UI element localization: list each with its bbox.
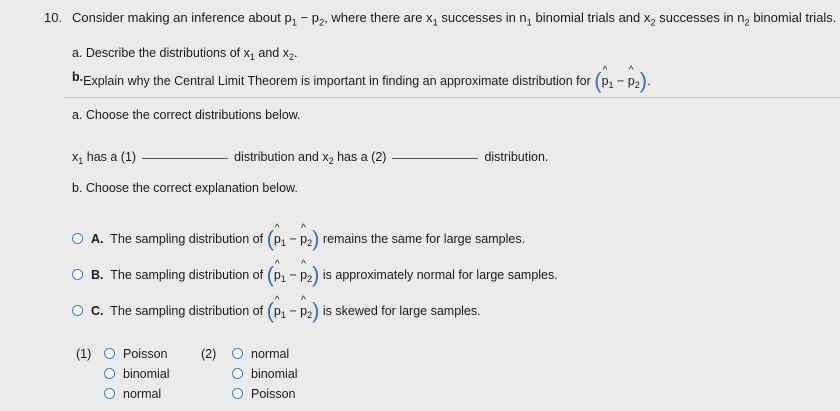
radio-option-b[interactable]	[72, 269, 83, 280]
part-a-prompt: a. Describe the distributions of $x_1$ and $x_2$.	[72, 46, 298, 63]
distribution-sentence: $x_1$ has a (1) distribution and $x_2$ has a (2) distribution.	[72, 150, 549, 167]
list-1-item-binomial[interactable]: binomial	[104, 367, 170, 381]
list-1-item-normal[interactable]: normal	[104, 387, 161, 401]
radio-list1-normal[interactable]	[104, 388, 115, 399]
option-a[interactable]: A. The sampling distribution of ( ^ $p_1$ − ^ $p_2$) remains the same for large samples.	[72, 226, 525, 252]
radio-list2-binomial[interactable]	[232, 368, 243, 379]
list-2-item-poisson[interactable]: Poisson	[232, 387, 295, 401]
list-1-label: (1)	[76, 347, 92, 361]
question-number: 10.	[44, 10, 63, 25]
list-1-item-poisson[interactable]: Poisson	[104, 347, 167, 361]
list-2-item-normal[interactable]: normal	[232, 347, 289, 361]
radio-list1-binomial[interactable]	[104, 368, 115, 379]
part-b-prompt: b.Explain why the Central Limit Theorem is important in finding an approximate distribution for ( ^ $p_1$ − ^ $p_2$).	[72, 65, 651, 93]
blank-1[interactable]	[142, 158, 228, 159]
question-text: Consider making an inference about $p_1 - p_2$, where there are $x_1$ successes in $n_1$ binomial trials and $x_2$ successes in $n_2$ binomial trials.	[72, 10, 837, 28]
list-2-item-binomial[interactable]: binomial	[232, 367, 298, 381]
option-c[interactable]: C. The sampling distribution of ( ^ $p_1$ − ^ $p_2$) is skewed for large samples.	[72, 298, 481, 324]
radio-option-c[interactable]	[72, 305, 83, 316]
radio-list2-poisson[interactable]	[232, 388, 243, 399]
option-b[interactable]: B. The sampling distribution of ( ^ $p_1$ − ^ $p_2$) is approximately normal for large samples.	[72, 262, 558, 288]
section-a-title: a. Choose the correct distributions below.	[72, 108, 301, 122]
radio-option-a[interactable]	[72, 233, 83, 244]
section-divider	[64, 97, 840, 98]
radio-list1-poisson[interactable]	[104, 348, 115, 359]
radio-list2-normal[interactable]	[232, 348, 243, 359]
list-2-label: (2)	[201, 347, 217, 361]
blank-2[interactable]	[392, 158, 478, 159]
section-b-title: b. Choose the correct explanation below.	[72, 181, 298, 195]
